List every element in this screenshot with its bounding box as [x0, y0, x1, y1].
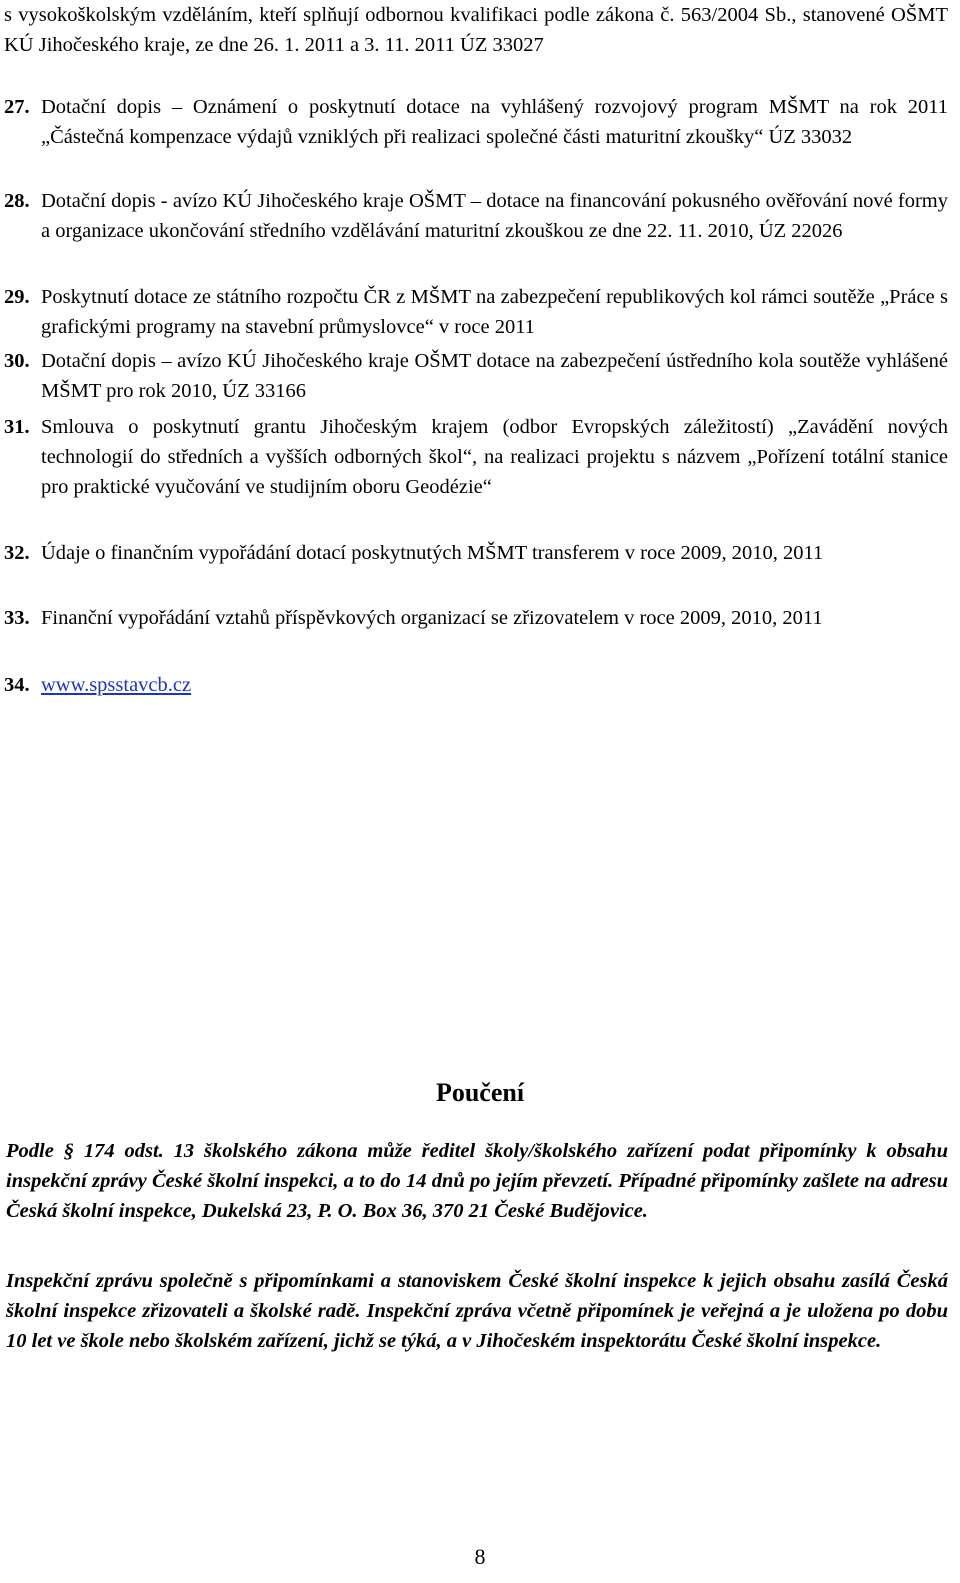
notice-paragraph-1: Podle § 174 odst. 13 školského zákona může ředitel školy/školského zařízení podat připomínky k obsahu inspekční zprávy České školní inspekci, a to do 14 dnů po jejím převzetí. Případné připomínky zašlete na adresu Česká školní inspekce, Dukelská 23, P. O. Box 36, 370 21 České Budějovice. — [6, 1140, 948, 1222]
list-item-29 — [4, 282, 948, 342]
item-number: 33. — [4, 607, 30, 629]
item-text: Finanční vypořádání vztahů příspěvkových organizací se zřizovatelem v roce 2009, 2010, 2011 — [41, 607, 823, 629]
item-text: Smlouva o poskytnutí grantu Jihočeským krajem (odbor Evropských záležitostí) „Zavádění nových technologií do středních a vyšších odborných škol“, na realizaci projektu s názvem „Pořízení totální stanice pro praktické vyučování ve studijním oboru Geodézie“ — [41, 416, 948, 498]
item-text: Dotační dopis – avízo KÚ Jihočeského kraje OŠMT dotace na zabezpečení ústředního kola soutěže vyhlášené MŠMT pro rok 2010, ÚZ 33166 — [41, 350, 948, 402]
item-text: Dotační dopis – Oznámení o poskytnutí dotace na vyhlášený rozvojový program MŠMT na rok 2011 „Částečná kompenzace výdajů vzniklých při realizaci společné části maturitní zkoušky“ ÚZ 33032 — [41, 96, 948, 148]
item-number: 28. — [4, 190, 30, 212]
item-number: 27. — [4, 96, 30, 118]
section-heading: Poučení — [435, 1078, 525, 1107]
list-item-31 — [4, 412, 948, 502]
item-text: Dotační dopis - avízo KÚ Jihočeského kraje OŠMT – dotace na financování pokusného ověřování nové formy a organizace ukončování středního vzdělávání maturitní zkouškou ze dne 22. 11. 2010, ÚZ 22026 — [41, 190, 948, 242]
item-number: 29. — [4, 286, 30, 308]
page-number: 8 — [474, 1544, 486, 1569]
website-link[interactable]: www.spsstavcb.cz — [41, 674, 192, 696]
list-item-33 — [4, 603, 948, 633]
notice-paragraph-2: Inspekční zprávu společně s připomínkami a stanoviskem České školní inspekce k jejich obsahu zasílá Česká školní inspekce zřizovateli a školské radě. Inspekční zpráva včetně připomínek je veřejná a je uložena po dobu 10 let ve škole nebo školském zařízení, jichž se týká, a v Jihočeském inspektorátu České školní inspekce. — [6, 1270, 948, 1352]
list-item-28 — [4, 186, 948, 246]
item-number: 30. — [4, 350, 30, 372]
item-number: 31. — [4, 416, 30, 438]
list-item-continuation: s vysokoškolským vzděláním, kteří splňují odbornou kvalifikaci podle zákona č. 563/2004 Sb., stanovené OŠMT KÚ Jihočeského kraje, ze dne 26. 1. 2011 a 3. 11. 2011 ÚZ 33027 — [4, 4, 948, 56]
list-item-30 — [4, 346, 948, 406]
item-text: Poskytnutí dotace ze státního rozpočtu ČR z MŠMT na zabezpečení republikových kol rámci soutěže „Práce s grafickými programy na stavební průmyslovce“ v roce 2011 — [41, 286, 948, 338]
list-item-32 — [4, 538, 948, 568]
list-item-27 — [4, 92, 948, 152]
item-number: 34. — [4, 674, 30, 696]
item-number: 32. — [4, 542, 30, 564]
item-text: Údaje o finančním vypořádání dotací poskytnutých MŠMT transferem v roce 2009, 2010, 2011 — [41, 542, 824, 564]
list-item-34 — [4, 670, 948, 700]
